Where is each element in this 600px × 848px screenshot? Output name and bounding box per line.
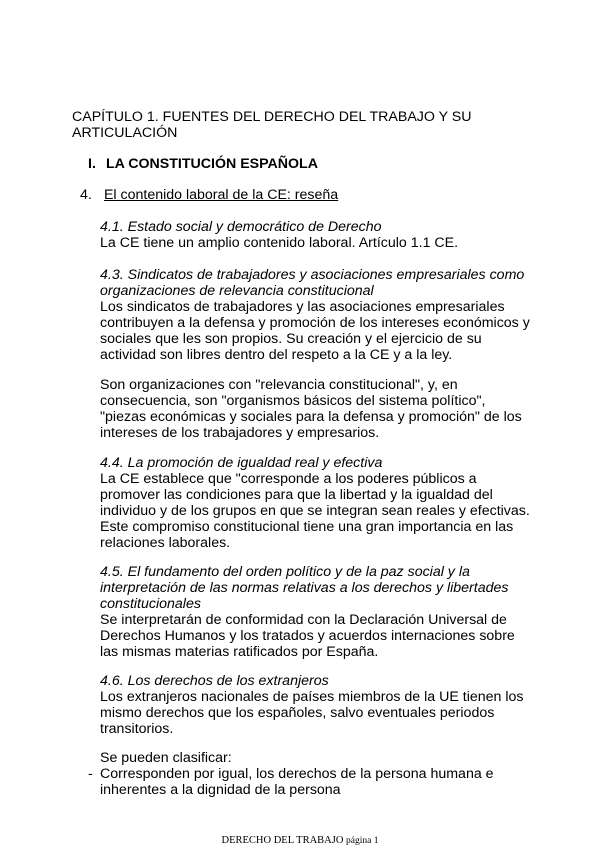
subsection-heading: organizaciones de relevancia constitucional [100, 283, 374, 300]
paragraph-line: contribuyen a la defensa y promoción de los intereses económicos y [100, 315, 530, 332]
paragraph-line: mismo derechos que los españoles, salvo eventuales periodos [100, 705, 495, 722]
paragraph-line: las mismas materias ratificados por España. [100, 644, 379, 661]
paragraph-line: relaciones laborales. [100, 535, 231, 552]
paragraph-line: La CE establece que "corresponde a los poderes públicos a [100, 471, 477, 488]
paragraph-4-3-b [100, 377, 540, 441]
paragraph-line: promover las condiciones para que la libertad y la igualdad del [100, 487, 493, 504]
subsection-heading: 4.3. Sindicatos de trabajadores y asociaciones empresariales como [100, 267, 525, 283]
chapter-title-line: CAPÍTULO 1. FUENTES DEL DERECHO DEL TRABAJO Y SU [72, 109, 472, 125]
section-heading [88, 156, 318, 172]
paragraph-line: sociales que les son propios. Su creación y el ejercicio de su [100, 331, 482, 348]
paragraph-line: Derechos Humanos y los tratados y acuerdos internaciones sobre [100, 628, 515, 645]
paragraph-line: Se pueden clasificar: [100, 750, 232, 766]
paragraph-line: La CE tiene un amplio contenido laboral. Artículo 1.1 CE. [100, 235, 459, 252]
paragraph-line: Este compromiso constitucional tiene una gran importancia en las [100, 519, 514, 536]
subsection-4-3 [100, 267, 540, 364]
paragraph-line: "piezas económicas y sociales para la defensa y promoción" de los [100, 409, 522, 426]
section-number: I. [88, 156, 96, 172]
subsection-heading: constitucionales [100, 596, 201, 613]
subsection-heading: 4.1. Estado social y democrático de Derecho [100, 219, 382, 235]
subsection-heading: 4.6. Los derechos de los extranjeros [100, 673, 329, 689]
point-heading [80, 187, 338, 203]
chapter-title [72, 109, 552, 141]
paragraph-line: consecuencia, son "organismos básicos del sistema político", [100, 393, 486, 410]
page-footer [0, 835, 600, 847]
section-title: LA CONSTITUCIÓN ESPAÑOLA [105, 156, 318, 172]
paragraph-line: Los extranjeros nacionales de países miembros de la UE tienen los [100, 689, 524, 706]
subsection-4-1 [100, 219, 540, 251]
bullet-dash: - [88, 766, 93, 782]
subsection-heading: 4.4. La promoción de igualdad real y efectiva [100, 455, 383, 471]
chapter-title-line: ARTICULACIÓN [72, 125, 178, 141]
subsection-heading: 4.5. El fundamento del orden político y de la paz social y la [100, 564, 470, 580]
subsection-4-4 [100, 455, 540, 552]
point-title: El contenido laboral de la CE: reseña [103, 187, 339, 203]
paragraph-line: individuo y de los grupos en que se integran sean reales y efectivas. [100, 503, 530, 520]
bullet-item [100, 766, 540, 798]
paragraph-line: transitorios. [100, 721, 174, 738]
subsection-heading: interpretación de las normas relativas a los derechos y libertades [100, 580, 509, 597]
paragraph-4-6-b [100, 750, 540, 766]
subsection-4-5 [100, 564, 540, 661]
paragraph-line: actividad son libres dentro del respeto a la CE y a la ley. [100, 347, 453, 364]
point-number: 4. [80, 187, 92, 203]
paragraph-line: Los sindicatos de trabajadores y las asociaciones empresariales [100, 299, 505, 316]
subsection-4-6 [100, 673, 540, 737]
paragraph-line: Corresponden por igual, los derechos de la persona humana e [100, 766, 494, 782]
footer-title: DERECHO DEL TRABAJO [221, 835, 344, 846]
page-number: página 1 [346, 836, 379, 846]
paragraph-line: inherentes a la dignidad de la persona [100, 782, 341, 799]
paragraph-line: intereses de los trabajadores y empresarios. [100, 425, 380, 442]
paragraph-line: Se interpretarán de conformidad con la Declaración Universal de [100, 612, 507, 629]
paragraph-line: Son organizaciones con "relevancia constitucional", y, en [100, 377, 458, 393]
